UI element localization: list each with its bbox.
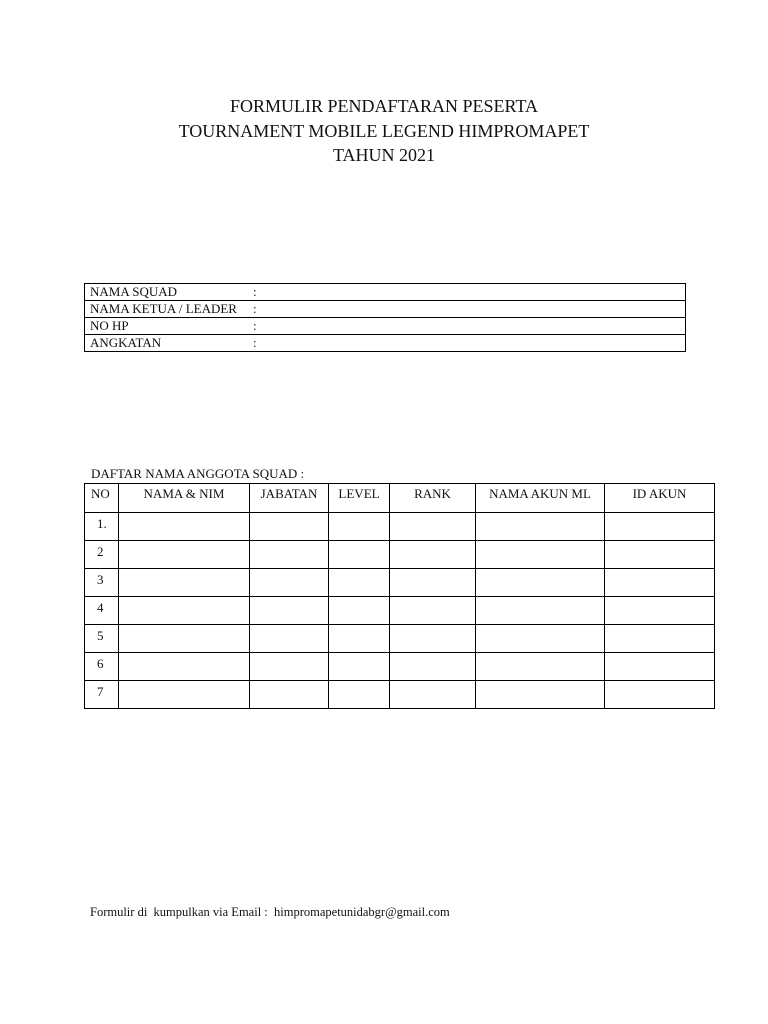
- rank-cell[interactable]: [390, 597, 476, 625]
- position-cell[interactable]: [250, 625, 329, 653]
- title-line-1: FORMULIR PENDAFTARAN PESERTA: [229, 96, 539, 116]
- info-label: NO HP: [90, 318, 129, 333]
- level-cell[interactable]: [329, 513, 390, 541]
- title-line-2: TOURNAMENT MOBILE LEGEND HIMPROMAPET: [178, 120, 590, 141]
- info-colon: :: [253, 335, 257, 350]
- account-id-cell[interactable]: [605, 653, 715, 681]
- form-title: [0, 94, 768, 168]
- squad-name-field[interactable]: [85, 284, 686, 301]
- ml-account-name-cell[interactable]: [476, 681, 605, 709]
- rank-cell[interactable]: [390, 653, 476, 681]
- rank-cell[interactable]: [390, 513, 476, 541]
- row-number: 5: [85, 625, 119, 653]
- ml-account-name-cell[interactable]: [476, 541, 605, 569]
- column-header-rank: RANK: [390, 484, 476, 513]
- info-row-batch: [85, 335, 686, 352]
- column-header-level: LEVEL: [329, 484, 390, 513]
- info-label: NAMA SQUAD: [90, 284, 178, 299]
- position-cell[interactable]: [250, 681, 329, 709]
- info-colon: :: [253, 301, 257, 316]
- ml-account-name-cell[interactable]: [476, 653, 605, 681]
- info-label: NAMA KETUA / LEADER: [90, 301, 237, 316]
- info-colon: :: [253, 318, 257, 333]
- account-id-cell[interactable]: [605, 513, 715, 541]
- name-nim-cell[interactable]: [119, 541, 250, 569]
- account-id-cell[interactable]: [605, 597, 715, 625]
- table-row: [85, 541, 715, 569]
- title-line-3: TAHUN 2021: [332, 145, 436, 165]
- info-row-phone: [85, 318, 686, 335]
- level-cell[interactable]: [329, 681, 390, 709]
- row-number: 6: [85, 653, 119, 681]
- info-colon: :: [253, 284, 257, 299]
- ml-account-name-cell[interactable]: [476, 513, 605, 541]
- phone-field[interactable]: [85, 318, 686, 335]
- row-number: 2: [85, 541, 119, 569]
- ml-account-name-cell[interactable]: [476, 597, 605, 625]
- batch-field[interactable]: [85, 335, 686, 352]
- row-number: 7: [85, 681, 119, 709]
- rank-cell[interactable]: [390, 541, 476, 569]
- account-id-cell[interactable]: [605, 625, 715, 653]
- submission-note: [90, 905, 450, 920]
- level-cell[interactable]: [329, 569, 390, 597]
- members-header-row: [85, 484, 715, 513]
- members-caption: DAFTAR NAMA ANGGOTA SQUAD :: [91, 466, 305, 481]
- column-header-position: JABATAN: [250, 484, 329, 513]
- column-header-ml-account-name: NAMA AKUN ML: [476, 484, 605, 513]
- leader-name-field[interactable]: [85, 301, 686, 318]
- name-nim-cell[interactable]: [119, 653, 250, 681]
- info-row-leader-name: [85, 301, 686, 318]
- level-cell[interactable]: [329, 653, 390, 681]
- row-number: 3: [85, 569, 119, 597]
- table-row: [85, 569, 715, 597]
- submission-note-text: Formulir di kumpulkan via Email :: [90, 905, 275, 919]
- table-row: [85, 597, 715, 625]
- table-row: [85, 625, 715, 653]
- column-header-no: NO: [85, 484, 119, 513]
- level-cell[interactable]: [329, 597, 390, 625]
- row-number: 1.: [85, 513, 119, 541]
- column-header-account-id: ID AKUN: [605, 484, 715, 513]
- info-row-squad-name: [85, 284, 686, 301]
- column-header-name-nim: NAMA & NIM: [119, 484, 250, 513]
- ml-account-name-cell[interactable]: [476, 569, 605, 597]
- position-cell[interactable]: [250, 541, 329, 569]
- squad-info-table: [84, 283, 686, 352]
- position-cell[interactable]: [250, 597, 329, 625]
- rank-cell[interactable]: [390, 569, 476, 597]
- table-row: [85, 681, 715, 709]
- table-row: [85, 513, 715, 541]
- rank-cell[interactable]: [390, 681, 476, 709]
- rank-cell[interactable]: [390, 625, 476, 653]
- name-nim-cell[interactable]: [119, 513, 250, 541]
- position-cell[interactable]: [250, 513, 329, 541]
- account-id-cell[interactable]: [605, 569, 715, 597]
- name-nim-cell[interactable]: [119, 625, 250, 653]
- members-table: [84, 483, 715, 709]
- account-id-cell[interactable]: [605, 681, 715, 709]
- name-nim-cell[interactable]: [119, 569, 250, 597]
- position-cell[interactable]: [250, 569, 329, 597]
- info-label: ANGKATAN: [90, 335, 162, 350]
- level-cell[interactable]: [329, 625, 390, 653]
- row-number: 4: [85, 597, 119, 625]
- submission-email[interactable]: himpromapetunidabgr@gmail.com: [274, 905, 450, 919]
- name-nim-cell[interactable]: [119, 597, 250, 625]
- name-nim-cell[interactable]: [119, 681, 250, 709]
- position-cell[interactable]: [250, 653, 329, 681]
- ml-account-name-cell[interactable]: [476, 625, 605, 653]
- level-cell[interactable]: [329, 541, 390, 569]
- account-id-cell[interactable]: [605, 541, 715, 569]
- table-row: [85, 653, 715, 681]
